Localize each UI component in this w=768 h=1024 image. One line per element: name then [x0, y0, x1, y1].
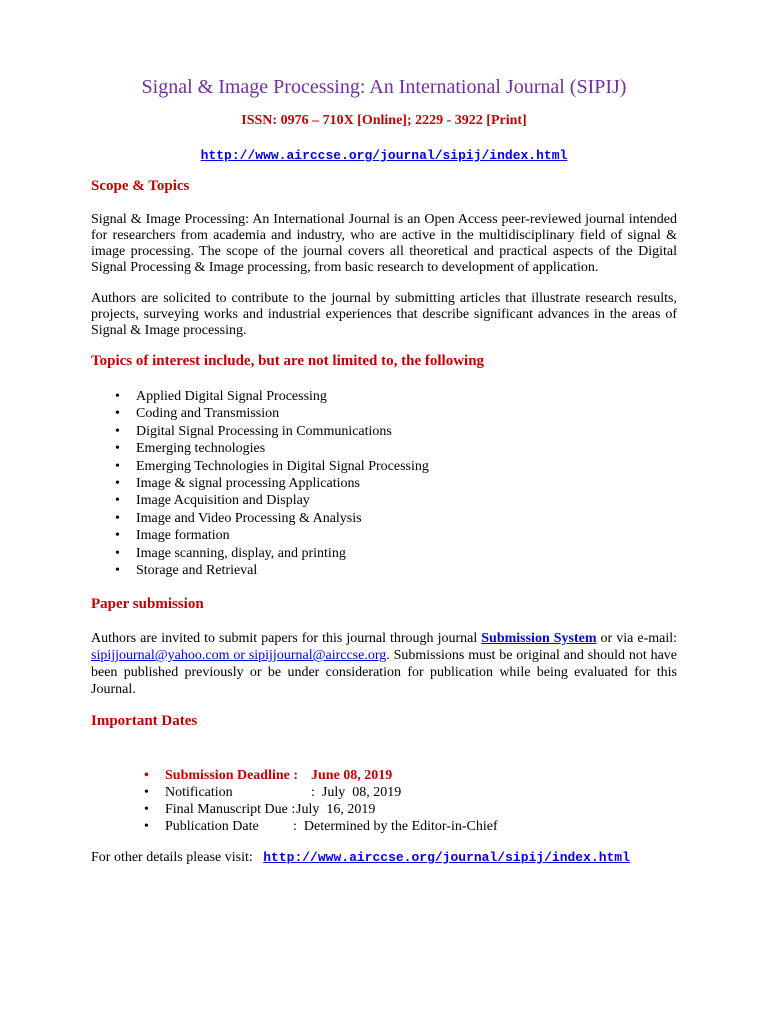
list-item: • Applied Digital Signal Processing	[91, 388, 429, 405]
email-airccse-link[interactable]: sipijjournal@airccse.org	[248, 648, 387, 663]
journal-url-link[interactable]: http://www.airccse.org/journal/sipij/index.html	[200, 148, 568, 163]
list-item: • Image scanning, display, and printing	[91, 545, 429, 562]
list-item	[91, 818, 498, 835]
scope-paragraph-2: Authors are solicited to contribute to the journal by submitting articles that illustrate research results, projects, surveying works and industrial experiences that describe significant advances in the areas of Signal & Image processing.	[91, 291, 677, 338]
date-label: Final Manuscript Due :	[165, 802, 296, 817]
email-yahoo-link[interactable]: sipijjournal@yahoo.com	[91, 648, 234, 663]
date-value: July 16, 2019	[296, 802, 376, 817]
list-item: • Image formation	[91, 527, 429, 544]
submission-text-before: Authors are invited to submit papers for this journal through journal	[91, 631, 482, 646]
list-item: • Emerging Technologies in Digital Signal Processing	[91, 458, 429, 475]
list-item: • Image & signal processing Applications	[91, 475, 429, 492]
submission-text-middle: or via e-mail:	[596, 631, 677, 646]
issn-line: ISSN: 0976 – 710X [Online]; 2229 - 3922 [Print]	[241, 113, 527, 128]
footer-text: For other details please visit:	[91, 850, 253, 865]
date-value: : Determined by the Editor-in-Chief	[293, 819, 498, 834]
date-label: Publication Date	[165, 819, 259, 834]
topics-heading: Topics of interest include, but are not limited to, the following	[91, 353, 485, 369]
submission-heading: Paper submission	[91, 596, 204, 612]
or-text: or	[233, 648, 249, 663]
topics-list	[91, 388, 429, 579]
submission-text-after: . Submissions must be original and should not have been published previously or be under consideration for publication while being evaluated for this Journal.	[91, 648, 678, 697]
submission-paragraph	[91, 630, 677, 698]
journal-url-line	[0, 146, 768, 164]
list-item	[91, 767, 498, 784]
footer-line	[91, 850, 630, 866]
date-value: : July 08, 2019	[311, 785, 402, 800]
list-item: • Digital Signal Processing in Communications	[91, 423, 429, 440]
list-item: • Storage and Retrieval	[91, 562, 429, 579]
date-value: June 08, 2019	[311, 768, 393, 783]
scope-heading: Scope & Topics	[91, 178, 190, 194]
dates-heading: Important Dates	[91, 713, 198, 729]
scope-paragraph-1: Signal & Image Processing: An International Journal is an Open Access peer-reviewed journal intended for researchers from academia and industry, who are active in the multidisciplinary field of signal & image processing. The scope of the journal covers all theoretical and practical aspects of the Digital Signal Processing & Image processing, from basic research to development of application.	[91, 212, 677, 275]
journal-title: Signal & Image Processing: An International Journal (SIPIJ)	[141, 76, 627, 98]
submission-system-link[interactable]: Submission System	[481, 631, 597, 646]
dates-list	[91, 767, 498, 835]
list-item	[91, 801, 498, 818]
list-item: • Image and Video Processing & Analysis	[91, 510, 429, 527]
list-item: • Image Acquisition and Display	[91, 492, 429, 509]
footer-url-link[interactable]: http://www.airccse.org/journal/sipij/index.html	[263, 850, 630, 865]
list-item: • Coding and Transmission	[91, 405, 429, 422]
date-label: Submission Deadline :	[165, 768, 299, 783]
list-item: • Emerging technologies	[91, 440, 429, 457]
list-item	[91, 784, 498, 801]
date-label: Notification	[165, 785, 233, 800]
